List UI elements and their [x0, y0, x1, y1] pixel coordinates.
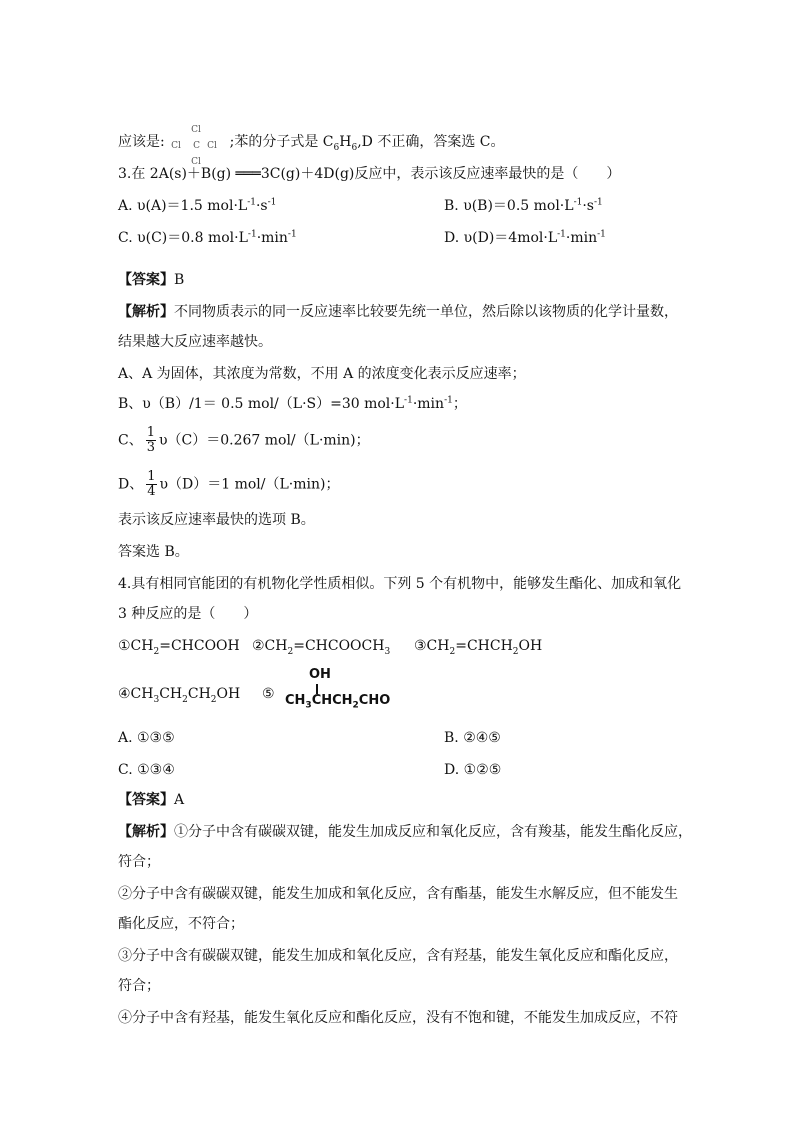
- q4-analysis-3b: 符合；: [118, 978, 160, 994]
- c-text: =CHCOOH: [159, 638, 240, 654]
- q4-stem-2: 3 种反应的是（ ）: [118, 606, 258, 622]
- analysis-label: 【解析】: [118, 304, 174, 320]
- c-text: CH: [187, 686, 211, 702]
- sup: -1: [573, 197, 583, 208]
- fraction-one-third: [146, 426, 156, 455]
- h: H: [339, 134, 352, 150]
- lewis-cl-bottom: Cl: [191, 157, 201, 167]
- fraction-denominator: 4: [147, 484, 156, 499]
- compound-5-chain: [285, 693, 391, 711]
- chain-part: CHO: [358, 693, 391, 708]
- sup: -1: [247, 229, 257, 240]
- q4-compound-3: [414, 636, 542, 656]
- q3-analysis-1: [118, 302, 678, 322]
- sub: 2: [210, 694, 217, 705]
- sub: 2: [153, 646, 160, 657]
- q3-line-c: [118, 426, 370, 455]
- q3-option-d: [444, 228, 606, 248]
- line1-suffix: ,D 不正确，答案选 C。: [357, 134, 505, 150]
- q3-conclusion: 表示该反应速率最快的选项 B。: [118, 512, 315, 528]
- q4-option-b: B. ②④⑤: [444, 730, 501, 746]
- q3-stem: 3.在 2A(s)＋B(g) ═══3C(g)＋4D(g)反应中，表示该反应速率最快的是（ ）: [118, 166, 621, 182]
- answer-value: B: [174, 272, 185, 288]
- opt-text: ·min: [256, 230, 288, 246]
- q3-analysis-2: 结果越大反应速率越快。: [118, 334, 272, 350]
- line-ccl4-answer: [118, 118, 505, 166]
- sub: 3: [305, 700, 312, 711]
- c-text: υ（C）＝0.267 mol/（L·min)；: [159, 432, 370, 449]
- c-text: =CHCH: [455, 638, 513, 654]
- opt-text: ·s: [255, 198, 268, 214]
- c-text: CH: [159, 686, 183, 702]
- analysis-label: 【解析】: [118, 824, 174, 840]
- fraction-numerator: 1: [147, 469, 156, 484]
- q4-compound-4: [118, 684, 240, 704]
- compound-5-structure: [285, 667, 415, 715]
- answer-label: 【答案】: [118, 792, 174, 808]
- c-text: ①CH: [118, 638, 154, 654]
- opt-text: D. υ(D)＝4mol·L: [444, 230, 558, 246]
- opt-text: ·min: [565, 230, 598, 246]
- fraction-one-fourth: [146, 470, 156, 499]
- c-text: ②CH: [252, 638, 288, 654]
- q3-line-b: [118, 394, 467, 414]
- sup: -1: [404, 395, 413, 406]
- analysis-text: ①分子中含有碳碳双键，能发生加成反应和氧化反应，含有羧基，能发生酯化反应，: [174, 824, 692, 840]
- lewis-cl-right: Cl: [207, 141, 217, 151]
- q3-line-d: [118, 470, 340, 499]
- answer-value: A: [174, 792, 185, 808]
- q4-option-a: A. ①③⑤: [118, 730, 175, 746]
- q3-option-c: [118, 228, 297, 248]
- c-text: OH: [216, 686, 241, 702]
- opt-text: A. υ(A)＝1.5 mol·L: [118, 198, 248, 214]
- line1-mid: ;苯的分子式是 C: [229, 134, 334, 150]
- q4-option-d: D. ①②⑤: [444, 762, 502, 778]
- ccl4-lewis-structure: [169, 118, 225, 166]
- opt-text: ·s: [582, 198, 594, 214]
- answer-label: 【答案】: [118, 272, 174, 288]
- sub: 3: [384, 646, 391, 657]
- q4-compound-2: [252, 636, 390, 656]
- b-text: ·min: [412, 396, 445, 412]
- q3-line-a: A、A 为固体，其浓度为常数，不用 A 的浓度变化表示反应速率；: [118, 366, 526, 382]
- sub: 6: [333, 142, 340, 153]
- sup: -1: [444, 395, 453, 406]
- lewis-c-center: C: [193, 141, 201, 151]
- q4-answer: [118, 790, 184, 810]
- analysis-text: 不同物质表示的同一反应速率比较要先统一单位，然后除以该物质的化学计量数，: [174, 304, 678, 320]
- sub: 2: [352, 700, 359, 711]
- c-text: OH: [518, 638, 543, 654]
- q3-final: 答案选 B。: [118, 544, 189, 560]
- q4-analysis-1b: 符合；: [118, 854, 160, 870]
- q3-option-a: [118, 196, 276, 216]
- sup: -1: [597, 229, 606, 240]
- c-prefix: C、: [118, 432, 143, 449]
- q3-answer: [118, 270, 184, 290]
- q4-compound-1: [118, 636, 240, 656]
- b-text: B、υ（B）/1＝ 0.5 mol/（L·S）=30 mol·L: [118, 396, 405, 412]
- line1-prefix: 应该是:: [118, 134, 165, 150]
- fraction-numerator: 1: [146, 425, 155, 440]
- sub: 2: [182, 694, 188, 705]
- opt-text: C. υ(C)＝0.8 mol·L: [118, 230, 248, 246]
- q4-analysis-2b: 酯化反应，不符合；: [118, 916, 244, 932]
- q4-analysis-2: ②分子中含有碳碳双键，能发生加成和氧化反应，含有酯基，能发生水解反应，但不能发生: [118, 886, 678, 902]
- c-text: ③CH: [414, 638, 450, 654]
- q4-stem-1: 4.具有相同官能团的有机物化学性质相似。下列 5 个有机物中，能够发生酯化、加成和氧化: [118, 576, 682, 592]
- c-text: ④CH: [118, 686, 154, 702]
- d-text: υ（D）＝1 mol/（L·min)；: [159, 476, 340, 493]
- lewis-cl-left: Cl: [171, 141, 181, 151]
- sub: 3: [153, 694, 160, 705]
- c-text: =CHCOOCH: [293, 638, 385, 654]
- sup: -1: [267, 197, 277, 208]
- fraction-denominator: 3: [146, 440, 155, 455]
- sub: 2: [287, 646, 294, 657]
- q4-analysis-1: [118, 822, 692, 842]
- sub: 2: [449, 646, 456, 657]
- q3-option-b: [444, 196, 603, 216]
- sup: -1: [593, 197, 603, 208]
- chain-part: CHCH: [311, 693, 353, 708]
- q4-option-c: C. ①③④: [118, 762, 175, 778]
- q4-compound-5-label: ⑤: [262, 686, 275, 702]
- d-prefix: D、: [118, 476, 144, 493]
- chain-part: CH: [285, 693, 306, 708]
- sup: -1: [557, 229, 566, 240]
- hydroxyl-group: OH: [309, 667, 331, 682]
- q4-analysis-3: ③分子中含有碳碳双键，能发生加成和氧化反应，含有羟基，能发生氧化反应和酯化反应，: [118, 948, 678, 964]
- sub: 6: [351, 142, 358, 153]
- q4-analysis-4: ④分子中含有羟基，能发生氧化反应和酯化反应，没有不饱和键，不能发生加成反应，不符: [118, 1010, 678, 1026]
- opt-text: B. υ(B)＝0.5 mol·L: [444, 198, 574, 214]
- sub: 2: [512, 646, 519, 657]
- lewis-cl-top: Cl: [191, 125, 201, 135]
- b-text: ；: [452, 396, 467, 412]
- sup: -1: [247, 197, 256, 208]
- sup: -1: [287, 229, 297, 240]
